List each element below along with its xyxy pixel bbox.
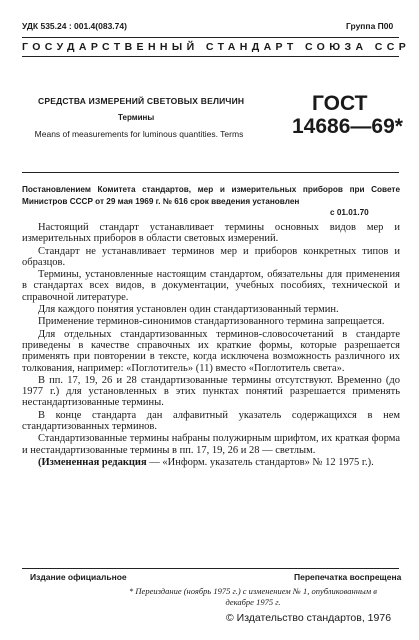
body-paragraph: В пп. 17, 19, 26 и 28 стандартизованные термины отсутствуют. Временно (до 1977 г.) для установленных в этих пунктах понятий разрешается применять нестандартизованные термины. [22, 374, 400, 409]
gost-number: 14686—69* [292, 115, 403, 138]
body-paragraph: Для отдельных стандартизованных терминов-словосочетаний в стандарте приведены в качестве справочных их краткие формы, которые разрешается применять при повторении в тексте, когда исключена возможность различного их толкования, например: «Поглотитель» (11) вместо «Поглотитель света». [22, 328, 400, 374]
body-paragraph: Применение терминов-синонимов стандартизованного термина запрещается. [38, 316, 385, 328]
body-paragraph: Стандартизованные термины набраны полужирным шрифтом, их краткая форма и нестандартизованные термины в пп. 17, 19, 26 и 28 — светлым. [22, 433, 400, 456]
body-paragraph: Стандарт не устанавливает терминов мер и приборов конкретных типов и образцов. [22, 245, 400, 268]
group-code: Группа П00 [346, 21, 394, 31]
udk-code: УДК 535.24 : 001.4(083.74) [22, 21, 127, 31]
header-top-rule [22, 37, 399, 38]
body-paragraph: Термины, установленные настоящим стандартом, обязательны для применения в стандартах всех видов, в документации, учебных пособиях, технической и справочной литературе. [22, 269, 400, 303]
standard-banner: ГОСУДАРСТВЕННЫЙ СТАНДАРТ СОЮЗА ССР [22, 41, 411, 53]
standard-subtitle: Термины [118, 113, 155, 122]
decree-text: Постановлением Комитета стандартов, мер и измерительных приборов при Совете Министров СССР от 29 мая 1969 г. № 616 срок введения установлен [22, 185, 400, 206]
gost-label: ГОСТ [312, 92, 368, 115]
english-title: Means of measurements for luminous quantities. Terms [34, 129, 244, 139]
header-bottom-rule [22, 56, 399, 57]
body-paragraph: Для каждого понятия установлен один стандартизованный термин. [38, 304, 339, 316]
official-edition-label: Издание официальное [30, 572, 127, 582]
reprint-prohibited-label: Перепечатка воспрещена [294, 572, 402, 582]
amendment-label: (Измененная редакция [38, 456, 147, 468]
body-paragraph: Настоящий стандарт устанавливает термины основных видов мер и измерительных приборов в области световых измерений. [22, 222, 400, 245]
amendment-note [22, 457, 400, 468]
reprint-footnote: * Переиздание (ноябрь 1975 г.) с изменением № 1, опубликованным в декабре 1975 г. [129, 586, 377, 607]
title-block-rule [22, 172, 399, 173]
publisher-copyright: © Издательство стандартов, 1976 [226, 612, 392, 624]
footer-rule [22, 568, 399, 569]
body-paragraph: В конце стандарта дан алфавитный указатель содержащихся в нем стандартизованных терминов. [22, 409, 400, 433]
effective-date: с 01.01.70 [330, 208, 369, 217]
amendment-text: — «Информ. указатель стандартов» № 12 1975 г.). [146, 456, 374, 468]
standard-body [22, 222, 400, 469]
standard-title: СРЕДСТВА ИЗМЕРЕНИЙ СВЕТОВЫХ ВЕЛИЧИН [38, 96, 245, 106]
